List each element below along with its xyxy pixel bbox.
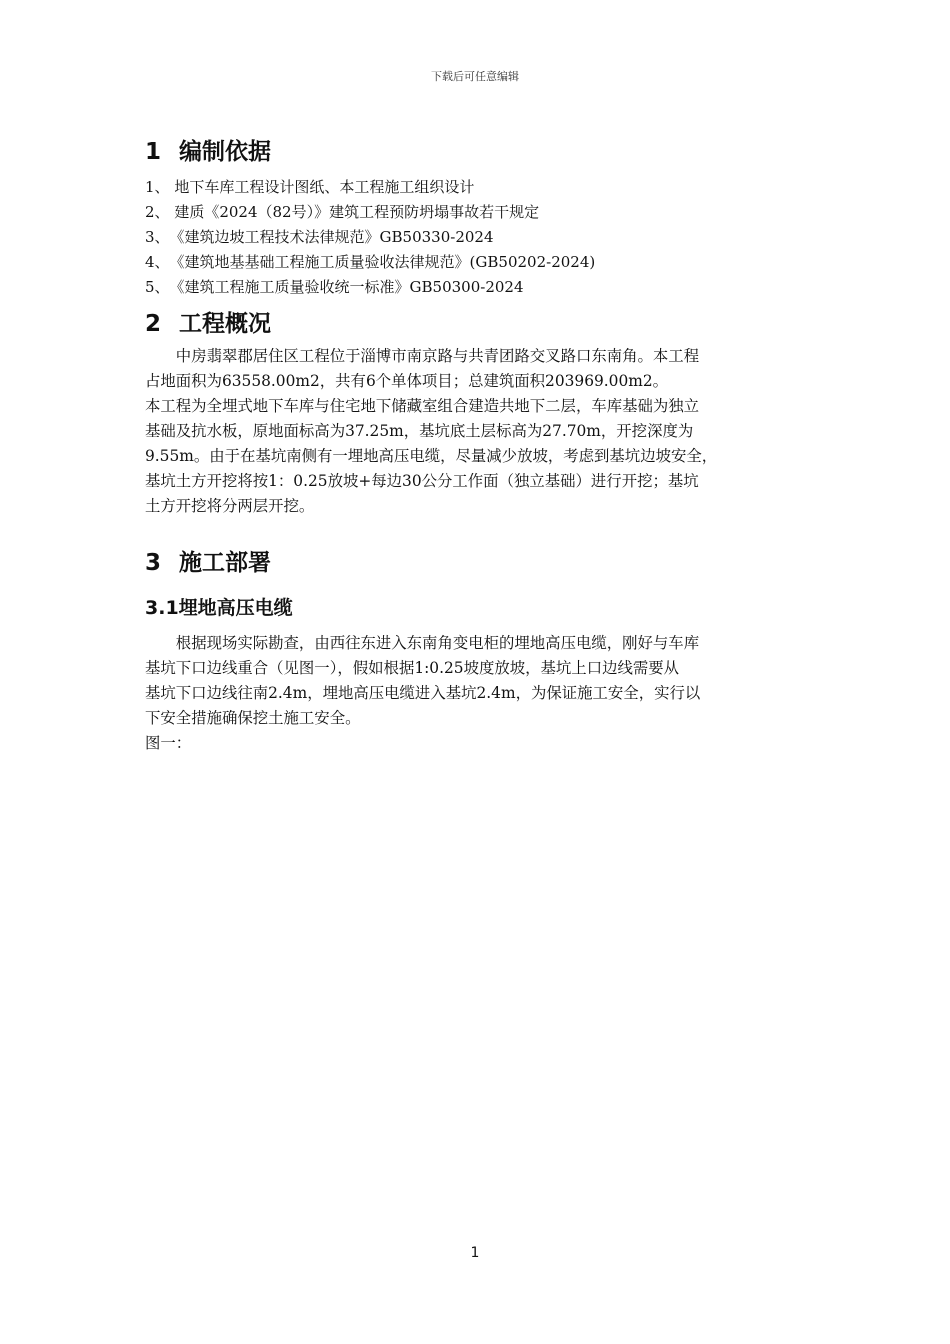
text-line: 基础及抗水板，原地面标高为37.25m，基坑底土层标高为27.70m，开挖深度为	[145, 422, 694, 440]
reference-index: 2、	[145, 203, 170, 221]
section-2-title: 工程概况	[179, 311, 271, 337]
reference-item-4	[145, 250, 845, 275]
section-1-number: 1	[145, 139, 162, 165]
reference-item-3	[145, 225, 845, 250]
figure-label: 图一：	[145, 734, 192, 752]
reference-text: 建质《2024（82号）》建筑工程预防坍塌事故若干规定	[169, 203, 540, 221]
reference-index: 5、	[145, 278, 170, 296]
reference-index: 3、	[145, 228, 170, 246]
document-content	[145, 134, 845, 756]
page-number: 1	[470, 1245, 480, 1261]
reference-text: 地下车库工程设计图纸、本工程施工组织设计	[169, 178, 475, 196]
text-line: 基坑土方开挖将按1：0.25放坡+每边30公分工作面（独立基础）进行开挖；基坑	[145, 472, 699, 490]
text-line: 占地面积为63558.00m2，共有6个单体项目；总建筑面积203969.00m2。	[145, 372, 669, 390]
text-line: 根据现场实际勘查，由西往东进入东南角变电柜的埋地高压电缆，刚好与车库	[175, 634, 700, 652]
overview-paragraph-1	[145, 344, 845, 394]
text-line: 下安全措施确保挖土施工安全。	[145, 709, 361, 727]
section-3-heading	[145, 545, 845, 581]
text-line: 土方开挖将分两层开挖。	[145, 497, 315, 515]
text-line: 基坑下口边线重合（见图一），假如根据1:0.25坡度放坡，基坑上口边线需要从	[145, 659, 680, 677]
section-3-number: 3	[145, 550, 162, 576]
text-line: 9.55m。由于在基坑南侧有一埋地高压电缆，尽量减少放坡，考虑到基坑边坡安全，	[145, 447, 718, 465]
text-line: 基坑下口边线往南2.4m，埋地高压电缆进入基坑2.4m，为保证施工安全，实行以	[145, 684, 701, 702]
page-header: 下载后可任意编辑	[431, 70, 519, 83]
text-line: 中房翡翠郡居住区工程位于淄博市南京路与共青团路交叉路口东南角。本工程	[175, 347, 700, 365]
reference-list	[145, 175, 845, 300]
section-1-heading	[145, 134, 845, 170]
text-line: 本工程为全埋式地下车库与住宅地下储藏室组合建造共地下二层，车库基础为独立	[145, 397, 700, 415]
section-2-heading	[145, 306, 845, 342]
section-3-title: 施工部署	[179, 550, 271, 576]
reference-text: 《建筑边坡工程技术法律规范》GB50330-2024	[169, 228, 494, 246]
reference-text: 《建筑地基基础工程施工质量验收法律规范》(GB50202-2024)	[169, 253, 596, 271]
reference-index: 1、	[145, 178, 170, 196]
subsection-3-1-heading: 3.1埋地高压电缆	[145, 597, 293, 619]
reference-item-1	[145, 175, 845, 200]
overview-paragraph-2	[145, 394, 845, 519]
reference-item-5	[145, 275, 845, 300]
section-1-title: 编制依据	[179, 139, 271, 165]
reference-item-2	[145, 200, 845, 225]
reference-text: 《建筑工程施工质量验收统一标准》GB50300-2024	[169, 278, 524, 296]
cable-paragraph	[145, 631, 845, 731]
reference-index: 4、	[145, 253, 170, 271]
section-2-number: 2	[145, 311, 162, 337]
